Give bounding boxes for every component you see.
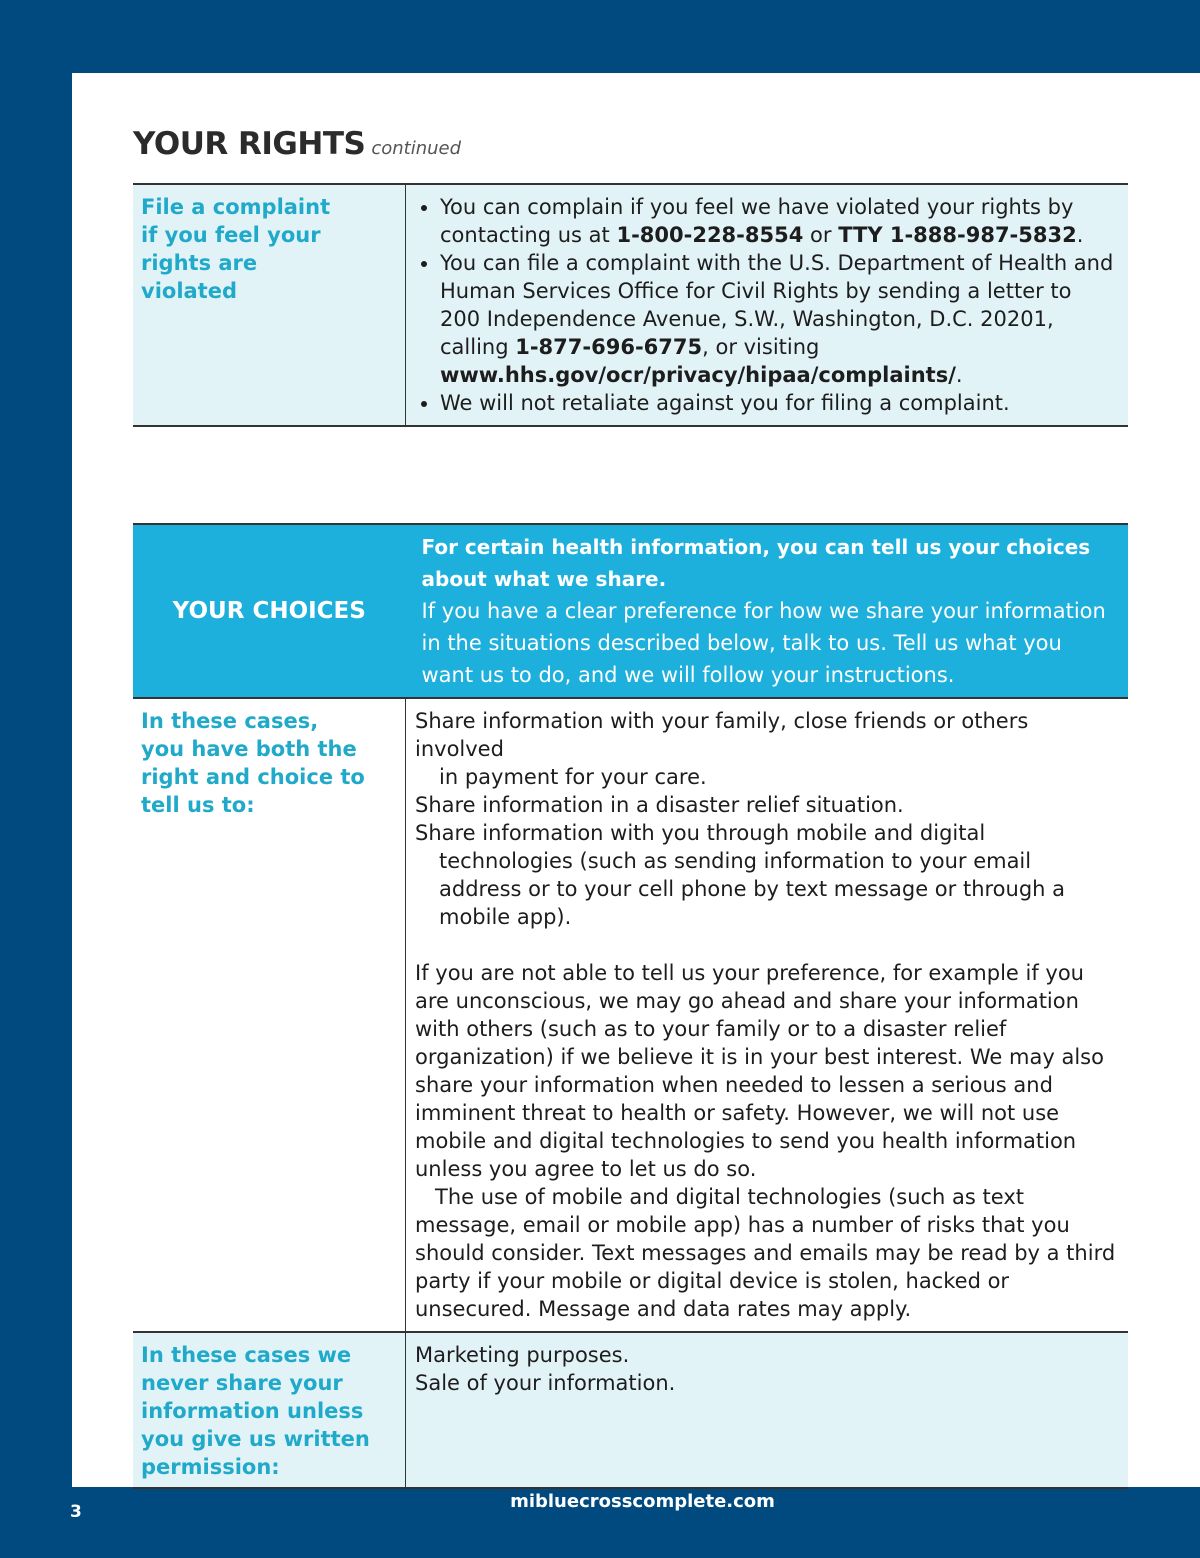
- section-title: YOUR RIGHTS: [133, 126, 366, 162]
- top-border: [0, 0, 1200, 73]
- complaint-row: [133, 184, 1128, 426]
- list-item: Sale of your information.: [415, 1371, 676, 1395]
- choices-table: [133, 523, 1128, 1489]
- choices-intro-text: If you have a clear preference for how we share your information in the situations described below, talk to us. Tell us what you want us to do, and we will follow your instructions.: [421, 599, 1106, 687]
- page-title: [133, 126, 461, 162]
- risks-paragraph: The use of mobile and digital technologies (such as text message, email or mobile app) has a number of risks that you should consider. Text messages and emails may be read by a third party if your mobile or digital device is stolen, hacked or unsecured. Message and data rates may apply.: [415, 1185, 1116, 1321]
- complaint-label: File a complaint if you feel your rights are violated: [141, 195, 331, 303]
- choices-intro: [406, 524, 1129, 698]
- choices-header-row: [133, 524, 1128, 698]
- ocr-phone[interactable]: 1-877-696-6775: [515, 335, 703, 359]
- complaint-phone[interactable]: 1-800-228-8554: [616, 223, 804, 247]
- list-item: in payment for your care.: [439, 765, 707, 789]
- complaint-body: [406, 185, 1128, 425]
- page-number: 3: [70, 1502, 82, 1522]
- never-share-body: [406, 1333, 1128, 1405]
- choices-title: YOUR CHOICES: [133, 524, 406, 698]
- right-to-tell-label: In these cases, you have both the right and choice to tell us to:: [141, 709, 365, 817]
- complaint-tty[interactable]: TTY 1-888-987-5832: [838, 223, 1077, 247]
- right-to-tell-body: [406, 699, 1128, 1331]
- choices-intro-bold: For certain health information, you can tell us your choices about what we share.: [421, 535, 1091, 591]
- never-share-label: In these cases we never share your information unless you give us written permission:: [141, 1343, 370, 1479]
- never-share-row: [133, 1332, 1128, 1488]
- left-border: [0, 0, 72, 1558]
- complaint-bullet-3: • We will not retaliate against you for filing a complaint.: [440, 389, 1118, 417]
- preference-paragraph: If you are not able to tell us your preference, for example if you are unconscious, we may go ahead and share your information with others (such as to your family or to a disaster relief organization) if we believe it is in your best interest. We may also share your information when needed to lessen a serious and imminent threat to health or safety. However, we will not use mobile and digital technologies to send you health information unless you agree to let us do so.: [415, 961, 1104, 1181]
- list-item: Marketing purposes.: [415, 1343, 630, 1367]
- hhs-complaints-link[interactable]: www.hhs.gov/ocr/privacy/hipaa/complaints/: [440, 363, 956, 387]
- list-item: Share information in a disaster relief situation.: [415, 793, 904, 817]
- section-title-suffix: continued: [371, 138, 462, 159]
- complaint-table: [133, 183, 1128, 427]
- list-item: Share information with your family, close friends or others involved: [415, 709, 1029, 761]
- list-item: technologies (such as sending information to your email address or to your cell phone by text message or through a mobile app).: [439, 849, 1066, 929]
- list-item: Share information with you through mobile and digital: [415, 821, 986, 845]
- footer-url[interactable]: mibluecrosscomplete.com: [510, 1491, 775, 1512]
- right-to-tell-row: [133, 698, 1128, 1332]
- complaint-bullet-1: • You can complain if you feel we have violated your rights by contacting us at 1-800-228-8554 or TTY 1-888-987-5832.: [440, 193, 1118, 249]
- complaint-bullet-2: • You can file a complaint with the U.S. Department of Health and Human Services Office for Civil Rights by sending a letter to 200 Independence Avenue, S.W., Washington, D.C. 20201, calling 1-877-696-6775, or visiting www.hhs.gov/ocr/privacy/hipaa/complaints/.: [440, 249, 1118, 389]
